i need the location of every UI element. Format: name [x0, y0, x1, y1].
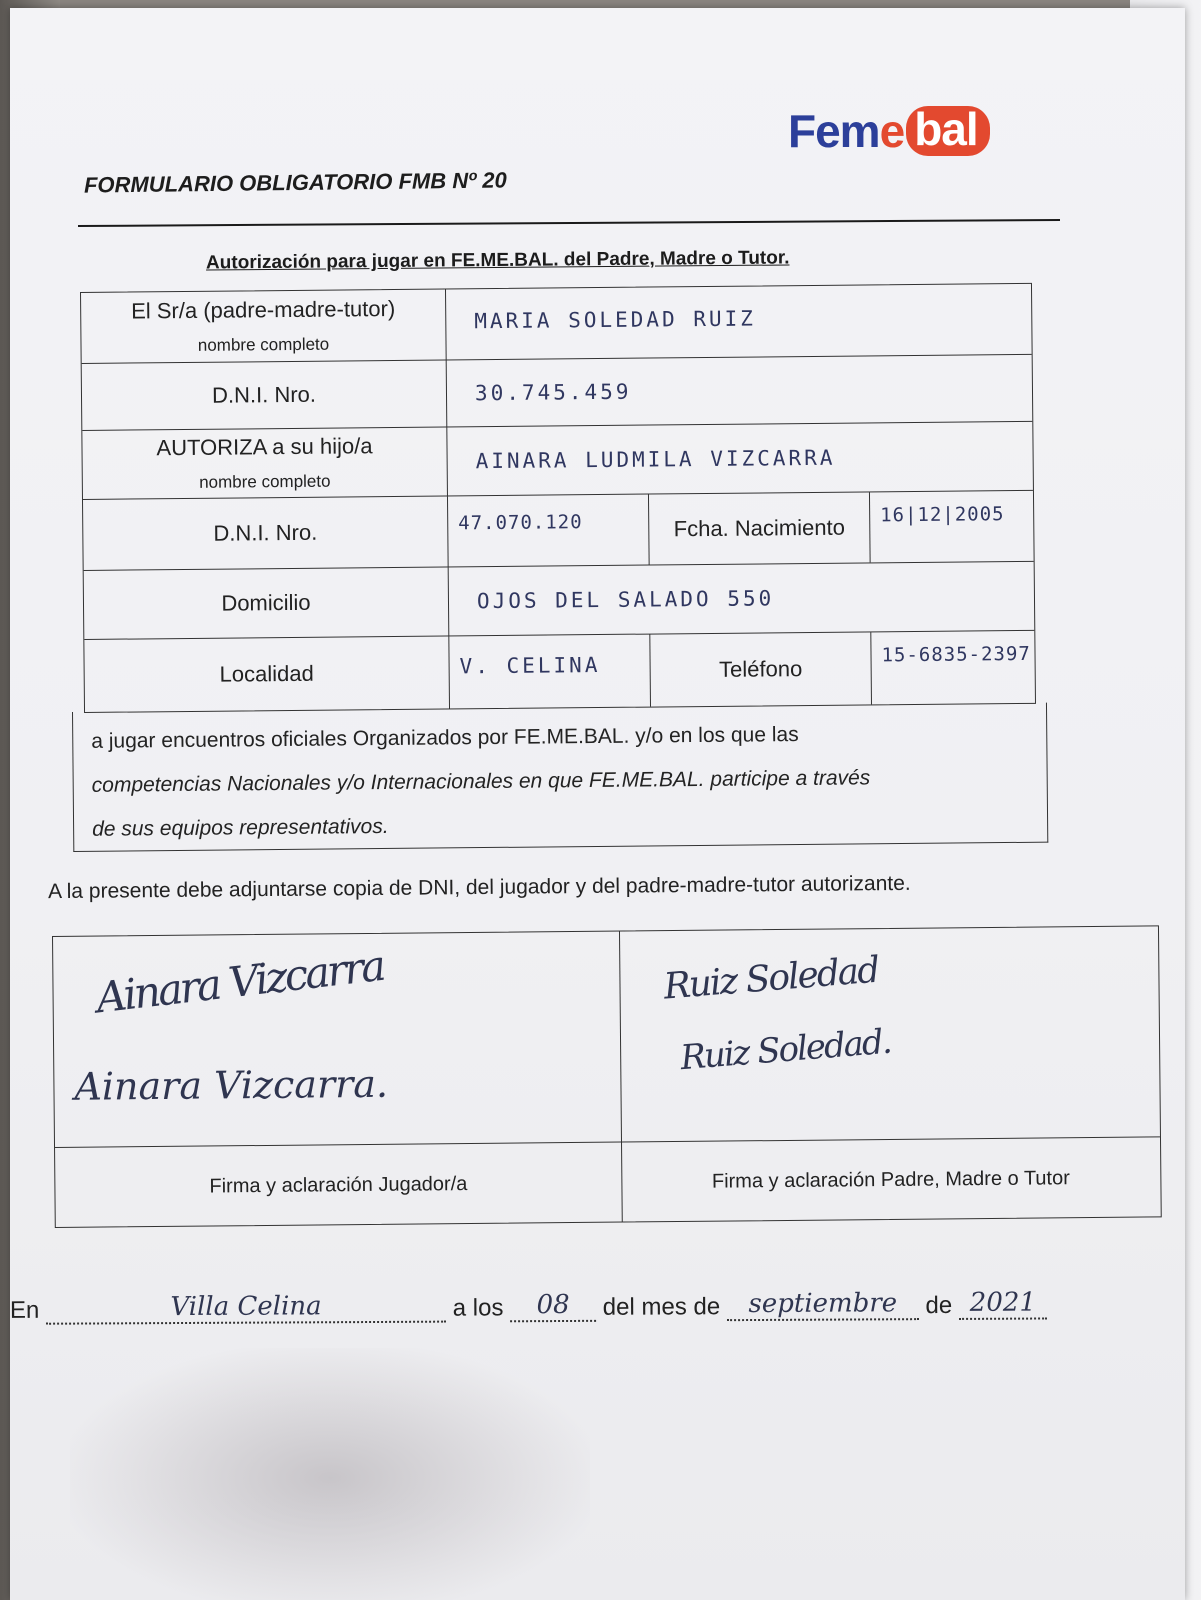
dni-label: D.N.I. Nro.: [82, 360, 448, 430]
table-row: [84, 631, 1035, 712]
autoriza-label: AUTORIZA a su hijo/a: [156, 433, 373, 461]
table-row: [84, 562, 1035, 640]
femebal-logo: [788, 104, 990, 158]
shadow-area: [70, 1348, 590, 1600]
auth-line-3: de sus equipos representativos.: [92, 814, 389, 841]
child-name-field[interactable]: AINARA LUDMILA VIZCARRA: [475, 445, 836, 474]
logo-text-part3: bal: [906, 106, 989, 156]
tutor-sublabel: nombre completo: [197, 334, 330, 355]
footer-de: de: [925, 1291, 953, 1320]
auth-line-1: a jugar encuentros oficiales Organizados por FE.ME.BAL. y/o en los que las: [91, 723, 799, 753]
telefono-label: Teléfono: [650, 632, 872, 706]
signature-divider: [621, 1136, 1160, 1142]
tutor-dni-field[interactable]: 30.745.459: [474, 379, 632, 406]
table-row: [81, 284, 1032, 364]
telefono-field[interactable]: 15-6835-2397: [881, 642, 1031, 667]
domicilio-label: Domicilio: [84, 567, 450, 639]
table-row: [82, 355, 1033, 431]
birthdate-field[interactable]: 16|12|2005: [880, 503, 1005, 527]
month-field[interactable]: septiembre: [727, 1288, 919, 1321]
birthdate-label: Fcha. Nacimiento: [649, 492, 871, 564]
player-signature-caption: Firma y aclaración Jugador/a: [209, 1173, 468, 1198]
logo-text-part1: Fem: [788, 105, 880, 157]
tutor-label-cell: [81, 289, 447, 363]
autoriza-sublabel: nombre completo: [199, 471, 331, 492]
auth-line-2: competencias Nacionales y/o Internacionales en que FE.ME.BAL. participe a través: [91, 766, 871, 797]
player-signature: Ainara Vizcarra: [93, 940, 386, 1023]
footer-en: En: [9, 1296, 40, 1324]
parent-clarification: Ruiz Soledad.: [678, 1021, 892, 1079]
day-field[interactable]: 08: [510, 1290, 596, 1322]
form-title: FORMULARIO OBLIGATORIO FMB Nº 20: [83, 167, 507, 198]
table-row: [83, 491, 1034, 571]
parent-signature: Ruiz Soledad: [662, 949, 880, 1008]
place-field[interactable]: Villa Celina: [46, 1291, 446, 1325]
autoriza-label-cell: [82, 427, 448, 499]
logo-text-part2: e: [879, 105, 905, 157]
data-table: [80, 283, 1036, 713]
authorization-text: [72, 703, 1048, 852]
parent-signature-caption: Firma y aclaración Padre, Madre o Tutor: [711, 1167, 1070, 1193]
localidad-label: Localidad: [84, 636, 450, 712]
tutor-name-field[interactable]: MARIA SOLEDAD RUIZ: [474, 306, 756, 334]
domicilio-field[interactable]: OJOS DEL SALADO 550: [476, 586, 775, 614]
tutor-label: El Sr/a (padre-madre-tutor): [131, 295, 396, 324]
signature-table: [52, 925, 1162, 1228]
player-signature-cell[interactable]: [53, 932, 623, 1227]
footer-a-los: a los: [452, 1294, 504, 1322]
footer-del-mes: del mes de: [602, 1293, 721, 1321]
player-clarification: Ainara Vizcarra.: [74, 1061, 389, 1109]
form-subtitle: Autorización para jugar en FE.ME.BAL. del Padre, Madre o Tutor.: [205, 247, 790, 274]
child-dni-field[interactable]: 47.070.120: [448, 495, 650, 567]
parent-signature-cell[interactable]: [619, 926, 1161, 1221]
table-row: [82, 422, 1033, 500]
footer-line: [10, 1287, 1120, 1325]
dni2-label: D.N.I. Nro.: [83, 496, 449, 570]
attachment-note: A la presente debe adjuntarse copia de DNI, del jugador y del padre-madre-tutor autorizante.: [47, 871, 911, 904]
year-field[interactable]: 2021: [959, 1287, 1047, 1319]
signature-divider: [55, 1142, 621, 1148]
localidad-field[interactable]: V. CELINA: [449, 635, 651, 709]
